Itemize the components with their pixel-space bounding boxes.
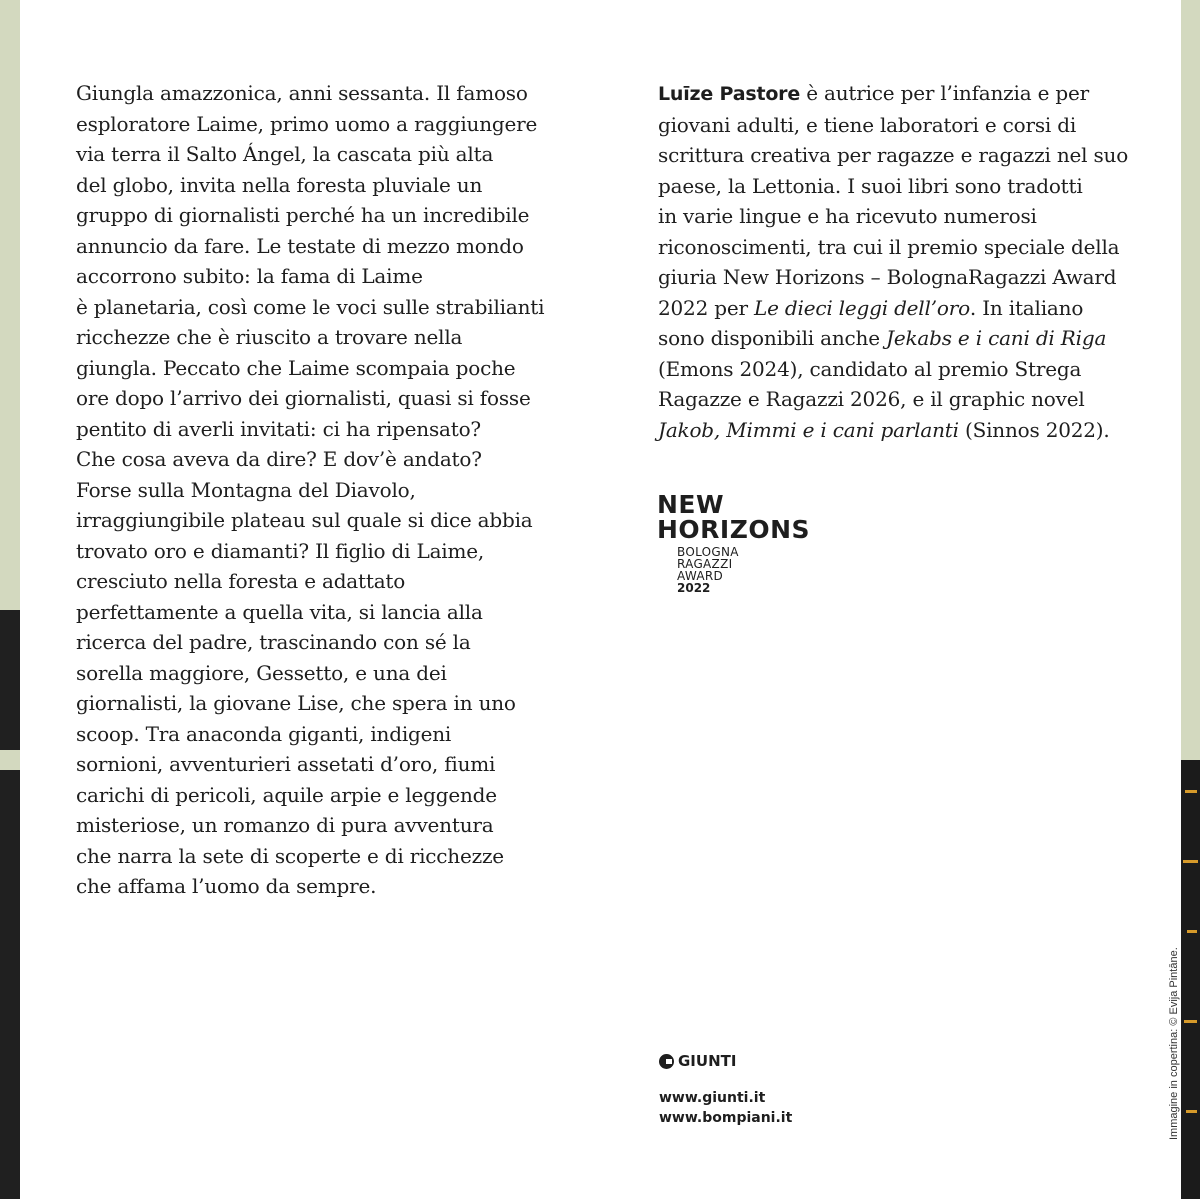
cover-art-right-edge	[1181, 0, 1200, 1199]
text-line: 2022 per Le dieci leggi dell’oro. In italiano	[658, 295, 1084, 320]
text-line: giuria New Horizons – BolognaRagazzi Award	[658, 265, 1117, 289]
text-line: carichi di pericoli, aquile arpie e leggende	[76, 782, 497, 807]
cover-art-strip	[0, 610, 20, 750]
cover-art-left-edge	[0, 0, 20, 1199]
cover-art-stroke	[1183, 860, 1198, 863]
text-line: gruppo di giornalisti perché ha un incredibile	[76, 203, 530, 227]
cover-art-stroke	[1185, 790, 1197, 793]
text-line: Jakob, Mimmi e i cani parlanti (Sinnos 2022).	[658, 417, 1110, 442]
text-line: giovani adulti, e tiene laboratori e corsi di	[658, 112, 1077, 137]
text-line: Giungla amazzonica, anni sessanta. Il famoso	[76, 81, 528, 105]
text-line: ricerca del padre, trascinando con sé la	[76, 630, 471, 654]
text-line: misteriose, un romanzo di pura avventura	[76, 813, 494, 837]
cover-art-strip	[0, 770, 20, 1199]
text-line: riconoscimenti, tra cui il premio speciale della	[658, 234, 1120, 259]
author-bio	[658, 78, 1138, 445]
text-line: Luīze Pastore è autrice per l’infanzia e per	[658, 81, 1089, 105]
text-line: via terra il Salto Ángel, la cascata più alta	[76, 142, 494, 166]
cover-art-stroke	[1186, 1110, 1197, 1113]
cover-image-credit: Immagine in copertina: © Evija Pintāne.	[1168, 947, 1180, 1140]
text-line: irraggiungibile plateau sul quale si dice abbia	[76, 508, 533, 532]
new-horizons-award-logo	[657, 492, 857, 595]
text-line: pentito di averli invitati: ci ha ripensato?	[76, 416, 481, 441]
text-line: accorrono subito: la fama di Laime	[76, 264, 423, 288]
giunti-g-icon	[659, 1054, 674, 1069]
text-line: perfettamente a quella vita, si lancia alla	[76, 599, 483, 624]
book-title: Le dieci leggi dell’oro	[754, 295, 970, 320]
award-line: NEW	[657, 490, 725, 519]
text-line: scoop. Tra anaconda giganti, indigeni	[76, 721, 452, 746]
book-title: Jekabs e i cani di Riga	[886, 326, 1107, 350]
text-line: annuncio da fare. Le testate di mezzo mondo	[76, 233, 524, 258]
text-line: che affama l’uomo da sempre.	[76, 874, 377, 898]
text-line: è planetaria, così come le voci sulle strabilianti	[76, 294, 545, 319]
award-line: AWARD	[677, 569, 724, 583]
text-line: trovato oro e diamanti? Il figlio di Laime,	[76, 538, 485, 563]
text-line: paese, la Lettonia. I suoi libri sono tradotti	[658, 173, 1083, 198]
text-line: esploratore Laime, primo uomo a raggiungere	[76, 111, 538, 136]
cover-art-stroke	[1187, 930, 1197, 933]
text-line: in varie lingue e ha ricevuto numerosi	[658, 204, 1037, 228]
publisher-name: GIUNTI	[678, 1052, 737, 1070]
award-line: RAGAZZI	[677, 557, 733, 571]
text-line: giornalisti, la giovane Lise, che spera in uno	[76, 691, 516, 715]
text-line: che narra la sete di scoperte e di ricchezze	[76, 843, 504, 868]
text-line: ricchezze che è riuscito a trovare nella	[76, 325, 463, 349]
cover-art-stroke	[1184, 1020, 1197, 1023]
text-line: del globo, invita nella foresta pluviale un	[76, 172, 483, 197]
text-line: sornioni, avventurieri assetati d’oro, fiumi	[76, 752, 496, 776]
cover-art-strip	[1181, 760, 1200, 1199]
text-line: sono disponibili anche Jekabs e i cani di Riga	[658, 326, 1107, 350]
text-line: sorella maggiore, Gessetto, e una dei	[76, 660, 447, 685]
book-description	[76, 78, 556, 902]
publisher-links	[659, 1088, 792, 1128]
text-line: (Emons 2024), candidato al premio Strega	[658, 356, 1082, 381]
text-line: Forse sulla Montagna del Diavolo,	[76, 477, 416, 502]
text-line: Che cosa aveva da dire? E dov’è andato?	[76, 447, 482, 471]
author-name: Luīze Pastore	[658, 83, 801, 105]
award-line: BOLOGNA	[677, 545, 739, 559]
text-line: Ragazze e Ragazzi 2026, e il graphic novel	[658, 387, 1085, 411]
back-cover-page	[20, 0, 1181, 1199]
text-line: cresciuto nella foresta e adattato	[76, 569, 406, 593]
link-giunti[interactable]: www.giunti.it	[659, 1090, 766, 1106]
book-title: Jakob, Mimmi e i cani parlanti	[658, 417, 959, 442]
text-line: ore dopo l’arrivo dei giornalisti, quasi si fosse	[76, 386, 531, 410]
text-line: giungla. Peccato che Laime scompaia poche	[76, 355, 516, 380]
publisher-logo	[659, 1052, 736, 1070]
link-bompiani[interactable]: www.bompiani.it	[659, 1110, 793, 1126]
award-year: 2022	[677, 581, 711, 595]
award-line: HORIZONS	[657, 515, 811, 544]
text-line: scrittura creativa per ragazze e ragazzi nel suo	[658, 143, 1129, 167]
